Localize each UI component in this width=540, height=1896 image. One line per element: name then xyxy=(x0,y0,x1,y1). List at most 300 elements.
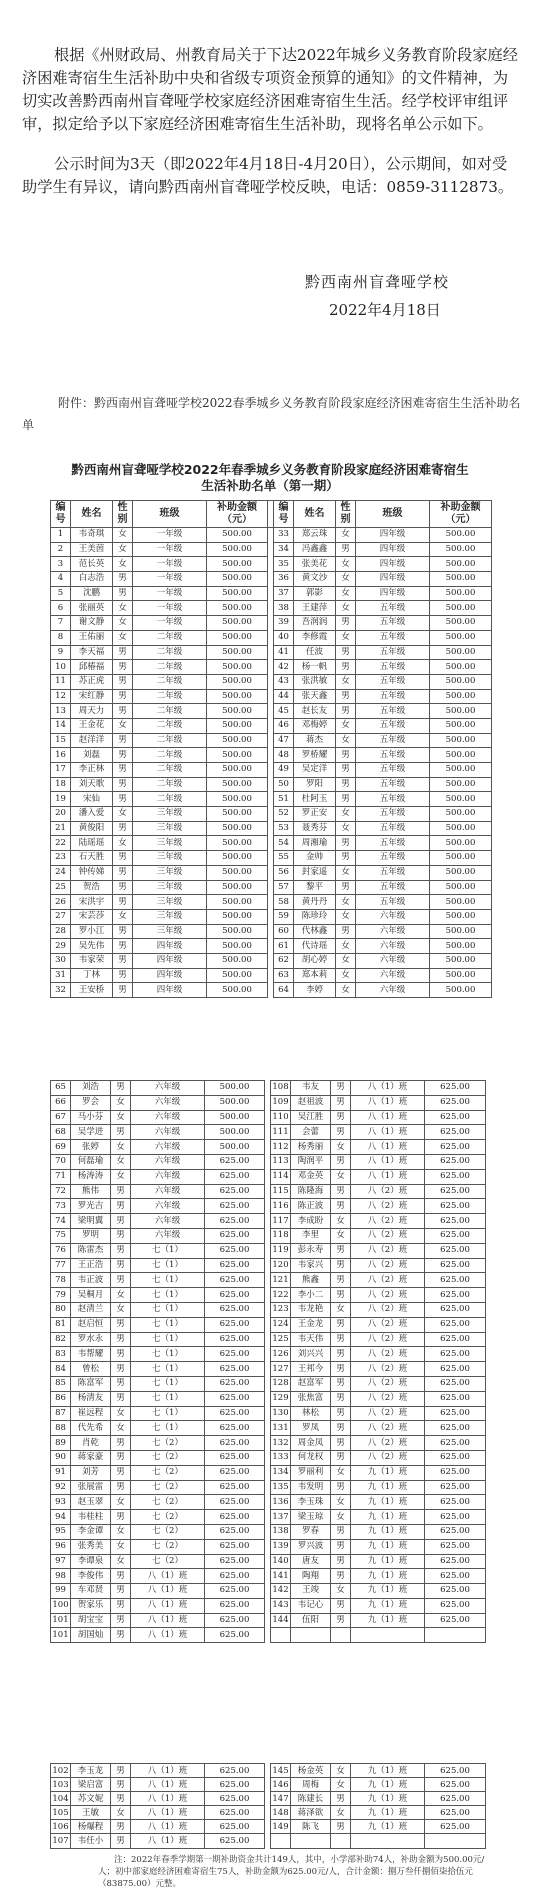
cell-name xyxy=(291,1834,331,1848)
cell-no: 51 xyxy=(274,792,294,807)
cell-gender: 男 xyxy=(331,1436,351,1451)
cell-amount: 500.00 xyxy=(207,704,268,719)
cell-amount: 500.00 xyxy=(430,601,492,616)
cell-name: 张婷 xyxy=(71,1140,111,1155)
cell-class: 四年级 xyxy=(356,542,430,557)
cell-name: 韦桂柱 xyxy=(71,1510,111,1525)
cell-gender: 男 xyxy=(331,1598,351,1613)
cell-no: 62 xyxy=(274,953,294,968)
cell-gender: 女 xyxy=(111,1406,131,1421)
table-row xyxy=(51,1199,486,1214)
cell-name: 唐友 xyxy=(291,1554,331,1569)
cell-name: 赵长友 xyxy=(294,704,336,719)
cell-name: 刘天歌 xyxy=(71,777,113,792)
cell-name: 韦发明 xyxy=(291,1480,331,1495)
cell-no: 54 xyxy=(274,836,294,851)
cell-class: 三年级 xyxy=(133,865,207,880)
cell-gender: 男 xyxy=(113,983,133,998)
cell-name: 韦记心 xyxy=(291,1598,331,1613)
cell-gender: 女 xyxy=(336,939,356,954)
cell-amount: 625.00 xyxy=(205,1391,265,1406)
cell-amount xyxy=(425,1628,486,1643)
cell-gender: 男 xyxy=(113,880,133,895)
cell-class: 八（2）班 xyxy=(351,1347,425,1362)
cell-class: 八（2）班 xyxy=(351,1273,425,1288)
cell-class: 六年级 xyxy=(356,939,430,954)
cell-class: 七（2） xyxy=(131,1539,205,1554)
cell-class: 三年级 xyxy=(133,821,207,836)
cell-amount: 500.00 xyxy=(207,528,268,543)
table-row xyxy=(51,1125,486,1140)
cell-amount: 625.00 xyxy=(205,1243,265,1258)
cell-class: 二年级 xyxy=(133,718,207,733)
cell-gender: 男 xyxy=(336,748,356,763)
cell-amount: 625.00 xyxy=(425,1317,486,1332)
cell-class: 六年级 xyxy=(131,1184,205,1199)
cell-amount: 625.00 xyxy=(205,1436,265,1451)
cell-class: 三年级 xyxy=(133,836,207,851)
cell-class: 九（1）班 xyxy=(351,1584,425,1599)
cell-class: 八（1）班 xyxy=(351,1095,425,1110)
cell-no: 45 xyxy=(274,704,294,719)
cell-amount: 625.00 xyxy=(205,1362,265,1377)
table-row xyxy=(51,1302,486,1317)
cell-gender: 男 xyxy=(331,1110,351,1125)
cell-amount: 500.00 xyxy=(430,748,492,763)
cell-name: 杨一帆 xyxy=(294,660,336,675)
table-row xyxy=(51,1258,486,1273)
subsidy-table-3 xyxy=(50,1763,486,1849)
cell-gender: 男 xyxy=(111,1465,131,1480)
cell-class: 九（1）班 xyxy=(351,1569,425,1584)
cell-class: 七（2） xyxy=(131,1554,205,1569)
cell-name: 张天鑫 xyxy=(294,689,336,704)
cell-class: 四年级 xyxy=(356,572,430,587)
cell-gender: 男 xyxy=(336,924,356,939)
table-row xyxy=(51,1347,486,1362)
cell-no: 16 xyxy=(51,748,71,763)
cell-amount: 500.00 xyxy=(207,895,268,910)
cell-gender: 女 xyxy=(113,601,133,616)
cell-gender: 男 xyxy=(111,1391,131,1406)
cell-no xyxy=(271,1628,291,1643)
cell-name: 罗桥耀 xyxy=(294,748,336,763)
cell-name: 韦家荣 xyxy=(71,953,113,968)
cell-class: 九（1）班 xyxy=(351,1495,425,1510)
cell-amount: 500.00 xyxy=(430,895,492,910)
cell-amount: 625.00 xyxy=(425,1081,486,1096)
cell-no: 128 xyxy=(271,1376,291,1391)
cell-gender: 女 xyxy=(111,1110,131,1125)
cell-name: 李成盼 xyxy=(291,1214,331,1229)
cell-amount: 500.00 xyxy=(430,909,492,924)
cell-gender: 男 xyxy=(331,1288,351,1303)
cell-class: 三年级 xyxy=(133,851,207,866)
table-row xyxy=(51,1140,486,1155)
cell-name: 韦龙艳 xyxy=(291,1302,331,1317)
cell-class: 八（2）班 xyxy=(351,1288,425,1303)
cell-name: 邓梅婷 xyxy=(294,718,336,733)
cell-class: 二年级 xyxy=(133,792,207,807)
cell-no: 103 xyxy=(51,1778,71,1792)
cell-amount: 500.00 xyxy=(207,645,268,660)
cell-class: 五年级 xyxy=(356,748,430,763)
cell-amount: 625.00 xyxy=(425,1110,486,1125)
table-row xyxy=(51,1613,486,1628)
cell-name: 李玉龙 xyxy=(71,1764,111,1778)
cell-gender: 男 xyxy=(336,542,356,557)
table-row xyxy=(51,1081,486,1096)
cell-no: 117 xyxy=(271,1214,291,1229)
cell-amount: 625.00 xyxy=(425,1302,486,1317)
cell-gender: 男 xyxy=(111,1347,131,1362)
cell-amount: 625.00 xyxy=(425,1332,486,1347)
cell-gender: 女 xyxy=(331,1228,351,1243)
cell-amount: 625.00 xyxy=(205,1465,265,1480)
table-row xyxy=(51,1806,486,1820)
cell-name: 崔远程 xyxy=(71,1406,111,1421)
cell-class xyxy=(351,1834,425,1848)
cell-amount: 500.00 xyxy=(430,763,492,778)
cell-no: 68 xyxy=(51,1125,71,1140)
cell-no: 3 xyxy=(51,557,71,572)
cell-gender: 男 xyxy=(336,660,356,675)
table-row xyxy=(51,1539,486,1554)
cell-amount: 500.00 xyxy=(207,630,268,645)
cell-no: 72 xyxy=(51,1184,71,1199)
cell-gender: 女 xyxy=(336,909,356,924)
cell-name: 罗正安 xyxy=(294,807,336,822)
cell-class: 八（1）班 xyxy=(351,1154,425,1169)
cell-amount: 500.00 xyxy=(430,572,492,587)
cell-amount: 625.00 xyxy=(205,1778,265,1792)
cell-name: 赵清兰 xyxy=(71,1302,111,1317)
cell-name: 石天胜 xyxy=(71,851,113,866)
cell-amount: 625.00 xyxy=(425,1778,486,1792)
header-gender: 性别 xyxy=(113,501,133,528)
table-row xyxy=(51,748,492,763)
cell-gender: 男 xyxy=(331,1125,351,1140)
cell-class: 八（1）班 xyxy=(131,1584,205,1599)
cell-gender: 女 xyxy=(111,1095,131,1110)
cell-amount: 500.00 xyxy=(207,572,268,587)
table-row xyxy=(51,1169,486,1184)
cell-class: 八（2）班 xyxy=(351,1228,425,1243)
cell-name: 张洪敏 xyxy=(294,674,336,689)
cell-name: 黄俊阳 xyxy=(71,821,113,836)
cell-gender: 女 xyxy=(111,1140,131,1155)
cell-no: 105 xyxy=(51,1806,71,1820)
cell-gender: 男 xyxy=(111,1778,131,1792)
cell-class: 五年级 xyxy=(356,792,430,807)
table-row xyxy=(51,1628,486,1643)
cell-name: 苏文妮 xyxy=(71,1792,111,1806)
cell-name: 李小二 xyxy=(291,1288,331,1303)
cell-name: 钟传娣 xyxy=(71,865,113,880)
cell-no xyxy=(271,1834,291,1848)
cell-gender: 女 xyxy=(336,895,356,910)
cell-name: 杨爆程 xyxy=(71,1820,111,1834)
cell-name: 何龙权 xyxy=(291,1450,331,1465)
cell-name: 蒋杰 xyxy=(294,733,336,748)
cell-no: 73 xyxy=(51,1199,71,1214)
cell-class: 七（2） xyxy=(131,1480,205,1495)
cell-gender: 男 xyxy=(111,1584,131,1599)
cell-name: 吴江胜 xyxy=(291,1110,331,1125)
cell-class: 五年级 xyxy=(356,807,430,822)
header-class: 班级 xyxy=(356,501,430,528)
cell-class: 九（1）班 xyxy=(351,1792,425,1806)
cell-class: 五年级 xyxy=(356,836,430,851)
cell-name: 韦友 xyxy=(291,1081,331,1096)
cell-no: 127 xyxy=(271,1362,291,1377)
cell-name: 陈珍玲 xyxy=(294,909,336,924)
cell-class: 八（1）班 xyxy=(131,1598,205,1613)
cell-no: 142 xyxy=(271,1584,291,1599)
cell-amount: 500.00 xyxy=(207,865,268,880)
cell-amount: 500.00 xyxy=(207,983,268,998)
cell-no: 28 xyxy=(51,924,71,939)
cell-name: 代诗瑶 xyxy=(294,939,336,954)
cell-no: 65 xyxy=(51,1081,71,1096)
cell-no: 23 xyxy=(51,851,71,866)
cell-no: 139 xyxy=(271,1539,291,1554)
cell-amount: 500.00 xyxy=(430,953,492,968)
header-no: 编号 xyxy=(51,501,71,528)
cell-amount: 625.00 xyxy=(205,1510,265,1525)
cell-gender: 男 xyxy=(113,865,133,880)
cell-gender: 男 xyxy=(111,1436,131,1451)
cell-gender: 男 xyxy=(111,1834,131,1848)
cell-class: 八（1）班 xyxy=(131,1613,205,1628)
cell-class: 六年级 xyxy=(131,1125,205,1140)
table-body xyxy=(51,528,492,998)
cell-class: 七（1） xyxy=(131,1421,205,1436)
cell-gender: 女 xyxy=(336,528,356,543)
cell-gender: 男 xyxy=(336,777,356,792)
cell-no: 114 xyxy=(271,1169,291,1184)
cell-class: 七（1） xyxy=(131,1273,205,1288)
cell-amount: 500.00 xyxy=(430,924,492,939)
cell-gender: 男 xyxy=(331,1480,351,1495)
cell-no: 2 xyxy=(51,542,71,557)
table-row xyxy=(51,1110,486,1125)
cell-name: 罗凤 xyxy=(291,1421,331,1436)
cell-no: 106 xyxy=(51,1820,71,1834)
cell-no: 31 xyxy=(51,968,71,983)
cell-no: 39 xyxy=(274,616,294,631)
cell-no: 25 xyxy=(51,880,71,895)
cell-gender: 男 xyxy=(113,821,133,836)
cell-class: 七（1） xyxy=(131,1332,205,1347)
table-row xyxy=(51,630,492,645)
cell-amount: 625.00 xyxy=(205,1347,265,1362)
cell-name: 张丽英 xyxy=(71,601,113,616)
cell-class: 五年级 xyxy=(356,777,430,792)
cell-amount: 625.00 xyxy=(205,1406,265,1421)
cell-no: 119 xyxy=(271,1243,291,1258)
cell-name: 韦帮耀 xyxy=(71,1347,111,1362)
table-row xyxy=(51,865,492,880)
cell-name: 王正浩 xyxy=(71,1258,111,1273)
cell-no: 132 xyxy=(271,1436,291,1451)
cell-name: 贺浩 xyxy=(71,880,113,895)
cell-gender: 女 xyxy=(331,1214,351,1229)
cell-gender: 男 xyxy=(331,1095,351,1110)
cell-name: 陈飞 xyxy=(291,1820,331,1834)
table-row xyxy=(51,1184,486,1199)
cell-gender: 男 xyxy=(111,1273,131,1288)
cell-gender: 男 xyxy=(331,1524,351,1539)
header-name: 姓名 xyxy=(71,501,113,528)
cell-gender: 女 xyxy=(111,1288,131,1303)
table-row xyxy=(51,1317,486,1332)
cell-class: 四年级 xyxy=(133,968,207,983)
cell-amount: 625.00 xyxy=(205,1495,265,1510)
cell-amount: 625.00 xyxy=(425,1820,486,1834)
cell-gender: 女 xyxy=(336,630,356,645)
cell-amount: 625.00 xyxy=(205,1421,265,1436)
cell-no: 80 xyxy=(51,1302,71,1317)
cell-no: 99 xyxy=(51,1584,71,1599)
cell-name: 李婷 xyxy=(294,983,336,998)
cell-gender: 男 xyxy=(111,1764,131,1778)
table-row xyxy=(51,645,492,660)
cell-gender: 男 xyxy=(113,953,133,968)
cell-no: 91 xyxy=(51,1465,71,1480)
cell-no: 42 xyxy=(274,660,294,675)
cell-no: 30 xyxy=(51,953,71,968)
table-row xyxy=(51,1214,486,1229)
cell-gender: 男 xyxy=(113,704,133,719)
cell-class: 九（1）班 xyxy=(351,1510,425,1525)
cell-no: 38 xyxy=(274,601,294,616)
cell-gender: 男 xyxy=(336,880,356,895)
table-row xyxy=(51,1228,486,1243)
cell-no: 110 xyxy=(271,1110,291,1125)
cell-class: 二年级 xyxy=(133,689,207,704)
cell-amount: 500.00 xyxy=(205,1125,265,1140)
table-row xyxy=(51,572,492,587)
cell-amount: 625.00 xyxy=(205,1524,265,1539)
cell-name: 谢文静 xyxy=(71,616,113,631)
cell-class: 六年级 xyxy=(356,968,430,983)
cell-amount: 500.00 xyxy=(207,924,268,939)
cell-amount: 500.00 xyxy=(207,616,268,631)
cell-name: 李里 xyxy=(291,1228,331,1243)
table-row xyxy=(51,939,492,954)
cell-amount: 500.00 xyxy=(430,939,492,954)
cell-name: 罗春 xyxy=(291,1524,331,1539)
table-row xyxy=(51,1764,486,1778)
cell-amount: 625.00 xyxy=(425,1362,486,1377)
cell-name: 罗兴波 xyxy=(291,1539,331,1554)
cell-no: 112 xyxy=(271,1140,291,1155)
cell-amount: 625.00 xyxy=(425,1125,486,1140)
table-row xyxy=(51,1450,486,1465)
table-row xyxy=(51,1095,486,1110)
cell-amount: 625.00 xyxy=(425,1421,486,1436)
cell-amount: 500.00 xyxy=(430,851,492,866)
header-gender: 性别 xyxy=(336,501,356,528)
cell-class: 一年级 xyxy=(133,542,207,557)
cell-amount: 500.00 xyxy=(207,968,268,983)
cell-no: 49 xyxy=(274,763,294,778)
cell-name: 张美花 xyxy=(294,557,336,572)
cell-no: 20 xyxy=(51,807,71,822)
cell-name: 陶润平 xyxy=(291,1154,331,1169)
cell-no: 147 xyxy=(271,1792,291,1806)
cell-amount: 625.00 xyxy=(425,1095,486,1110)
cell-class: 七（1） xyxy=(131,1391,205,1406)
cell-no: 36 xyxy=(274,572,294,587)
cell-class: 八（2）班 xyxy=(351,1376,425,1391)
table-row xyxy=(51,1362,486,1377)
cell-amount: 500.00 xyxy=(205,1110,265,1125)
cell-name: 陈雷杰 xyxy=(71,1243,111,1258)
cell-name: 会蕾 xyxy=(291,1125,331,1140)
cell-class: 五年级 xyxy=(356,763,430,778)
table-row xyxy=(51,1834,486,1848)
cell-name: 黄丹丹 xyxy=(294,895,336,910)
cell-amount: 500.00 xyxy=(430,821,492,836)
cell-name: 吾润润 xyxy=(294,616,336,631)
cell-class: 二年级 xyxy=(133,733,207,748)
cell-class: 五年级 xyxy=(356,704,430,719)
cell-no: 84 xyxy=(51,1362,71,1377)
cell-amount: 500.00 xyxy=(430,865,492,880)
cell-amount: 500.00 xyxy=(207,557,268,572)
cell-gender: 女 xyxy=(331,1764,351,1778)
cell-no: 53 xyxy=(274,821,294,836)
cell-class: 一年级 xyxy=(133,601,207,616)
cell-gender: 男 xyxy=(331,1081,351,1096)
cell-name: 韦正波 xyxy=(71,1273,111,1288)
cell-name: 陈富军 xyxy=(71,1376,111,1391)
cell-class: 五年级 xyxy=(356,733,430,748)
cell-class: 五年级 xyxy=(356,630,430,645)
table-row xyxy=(51,557,492,572)
cell-class: 七（1） xyxy=(131,1376,205,1391)
cell-no: 78 xyxy=(51,1273,71,1288)
cell-class: 九（1）班 xyxy=(351,1778,425,1792)
cell-amount: 500.00 xyxy=(207,601,268,616)
cell-no: 75 xyxy=(51,1228,71,1243)
cell-gender: 男 xyxy=(113,968,133,983)
cell-name: 聂秀芬 xyxy=(294,821,336,836)
table-row xyxy=(51,1598,486,1613)
cell-class: 三年级 xyxy=(133,880,207,895)
cell-gender: 女 xyxy=(331,1140,351,1155)
cell-name: 范长英 xyxy=(71,557,113,572)
cell-gender: 男 xyxy=(331,1273,351,1288)
cell-amount: 625.00 xyxy=(205,1820,265,1834)
cell-amount: 625.00 xyxy=(205,1806,265,1820)
cell-no: 70 xyxy=(51,1154,71,1169)
cell-no: 52 xyxy=(274,807,294,822)
cell-gender: 男 xyxy=(111,1510,131,1525)
cell-no: 101 xyxy=(51,1613,71,1628)
table-row xyxy=(51,1243,486,1258)
cell-amount: 625.00 xyxy=(425,1154,486,1169)
cell-class: 八（2）班 xyxy=(351,1214,425,1229)
cell-class: 四年级 xyxy=(133,983,207,998)
cell-no: 121 xyxy=(271,1273,291,1288)
cell-no: 13 xyxy=(51,704,71,719)
cell-gender: 男 xyxy=(331,1792,351,1806)
cell-name: 宋芸莎 xyxy=(71,909,113,924)
cell-amount: 625.00 xyxy=(425,1806,486,1820)
